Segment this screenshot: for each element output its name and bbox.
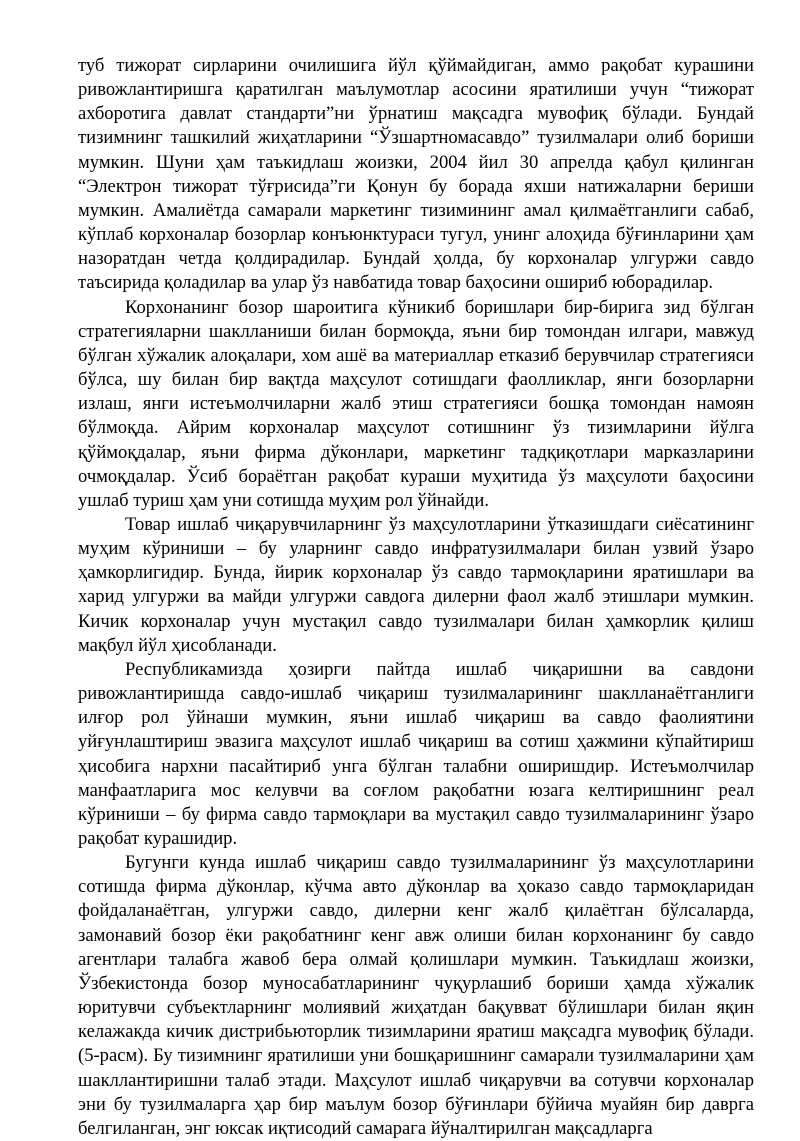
paragraph-production-trade-structures: Республикамизда ҳозирги пайтда ишлаб чиқаришни ва савдони ривожлантиришда савдо-ишлаб чиқариш тузилмаларининг шаклланаётганлиги илғор рол ўйнаши мумкин, яъни ишлаб чиқариш ва савдо фаолиятини уйғунлаштириш эвазига маҳсулот ишлаб чиқариш ва сотиш ҳажмини кўпайтириш ҳисобига нархни пасайтириб унга бўлган талабни оширишдир. Истеъмолчилар манфаатларига мос келувчи ва соғлом рақобатни юзага келтиришнинг реал кўриниши – бу фирма савдо тармоқлари ва мустақил савдо тузилмаларининг ўзаро рақобат курашидир.	[78, 658, 754, 849]
paragraph-distribution-systems: Бугунги кунда ишлаб чиқариш савдо тузилмаларининг ўз маҳсулотларини сотишда фирма дўконлар, кўчма авто дўконлар ва ҳоказо савдо тармоқларидан фойдаланаётган, улгуржи савдо, дилерни кенг жалб қилаётган бўлсаларда, замонавий бозор ёки рақобатнинг кенг авж олиши билан корхонанинг бу савдо агентлари талабга жавоб бера олмай қолишлари мумкин. Таъкидлаш жоизки, Ўзбекистонда бозор муносабатларининг чуқурлашиб бориши ҳамда хўжалик юритувчи субъектларнинг молиявий жиҳатдан бақувват бўлишлари билан яқин келажакда кичик дистрибьюторлик тизимларини яратиш мақсадга мувофиқ бўлади. (5-расм). Бу тизимнинг яратилиши уни бошқаришнинг самарали тузилмаларини ҳам шакллантиришни талаб этади. Маҳсулот ишлаб чиқарувчи ва сотувчи корхоналар эни бу тузилмаларга ҳар бир маълум бозор бўғинлари бўйича муайян бир даврга белгиланган, энг юксак иқтисодий самарага йўналтирилган мақсадларга	[78, 852, 754, 1139]
paragraph-market-strategies: Корхонанинг бозор шароитига кўникиб боришлари бир-бирига зид бўлган стратегияларни шаклланиши билан бормоқда, яъни бир томондан илгари, мавжуд бўлган хўжалик алоқалари, хом ашё ва материаллар етказиб берувчилар стратегияси бўлса, шу билан бир вақтда маҳсулот сотишдаги фаолликлар, янги бозорларни излаш, янги истеъмолчиларни жалб этиш стратегияси бошқа томондан намоян бўлмоқда. Айрим корхоналар маҳсулот сотишнинг ўз тизимларини йўлга қўймоқдалар, яъни фирма дўконлари, маркетинг тадқиқотлари марказларини очмоқдалар. Ўсиб бораётган рақобат кураши муҳитида ўз маҳсулоти баҳосини ушлаб туриш ҳам уни сотишда муҳим рол ўйнайди.	[78, 296, 754, 511]
paragraph-continuation: туб тижорат сирларини очилишига йўл қўймайдиган, аммо рақобат курашини ривожлантиришга қаратилган маълумотлар асосини яратилиши учун “тижорат ахборотига давлат стандарти”ни ўрнатиш мақсадга мувофиқ бўлади. Бундай тизимнинг ташкилий жиҳатларини “Ўзшартномасавдо” тузилмалари олиб бориши мумкин. Шуни ҳам таъкидлаш жоизки, 2004 йил 30 апрелда қабул қилинган “Электрон тижорат тўғрисида”ги Қонун бу борада яхши натижаларни бериши мумкин. Амалиётда самарали маркетинг тизимининг амал қилмаётганлиги сабаб, кўплаб корхоналар бозорлар конъюнктураси тугул, унинг алоҳида бўғинларини ҳам назоратдан четда қолдирадилар. Бундай ҳолда, бу корхоналар улгуржи савдо таъсирида қоладилар ва улар ўз навбатида товар баҳосини ошириб юборадилар.	[78, 55, 754, 294]
document-page	[78, 54, 754, 1141]
paragraph-trade-infrastructure: Товар ишлаб чиқарувчиларнинг ўз маҳсулотларини ўтказишдаги сиёсатининг муҳим кўриниши – бу уларнинг савдо инфратузилмалари билан узвий ўзаро ҳамкорлигидир. Бунда, йирик корхоналар ўз савдо тармоқларини яратишлари ва харид улгуржи ва майди улгуржи савдога дилерни фаол жалб этишлари мумкин. Кичик корхоналар учун мустақил савдо тузилмалари билан ҳамкорлик қилиш мақбул йўл ҳисобланади.	[78, 513, 754, 656]
